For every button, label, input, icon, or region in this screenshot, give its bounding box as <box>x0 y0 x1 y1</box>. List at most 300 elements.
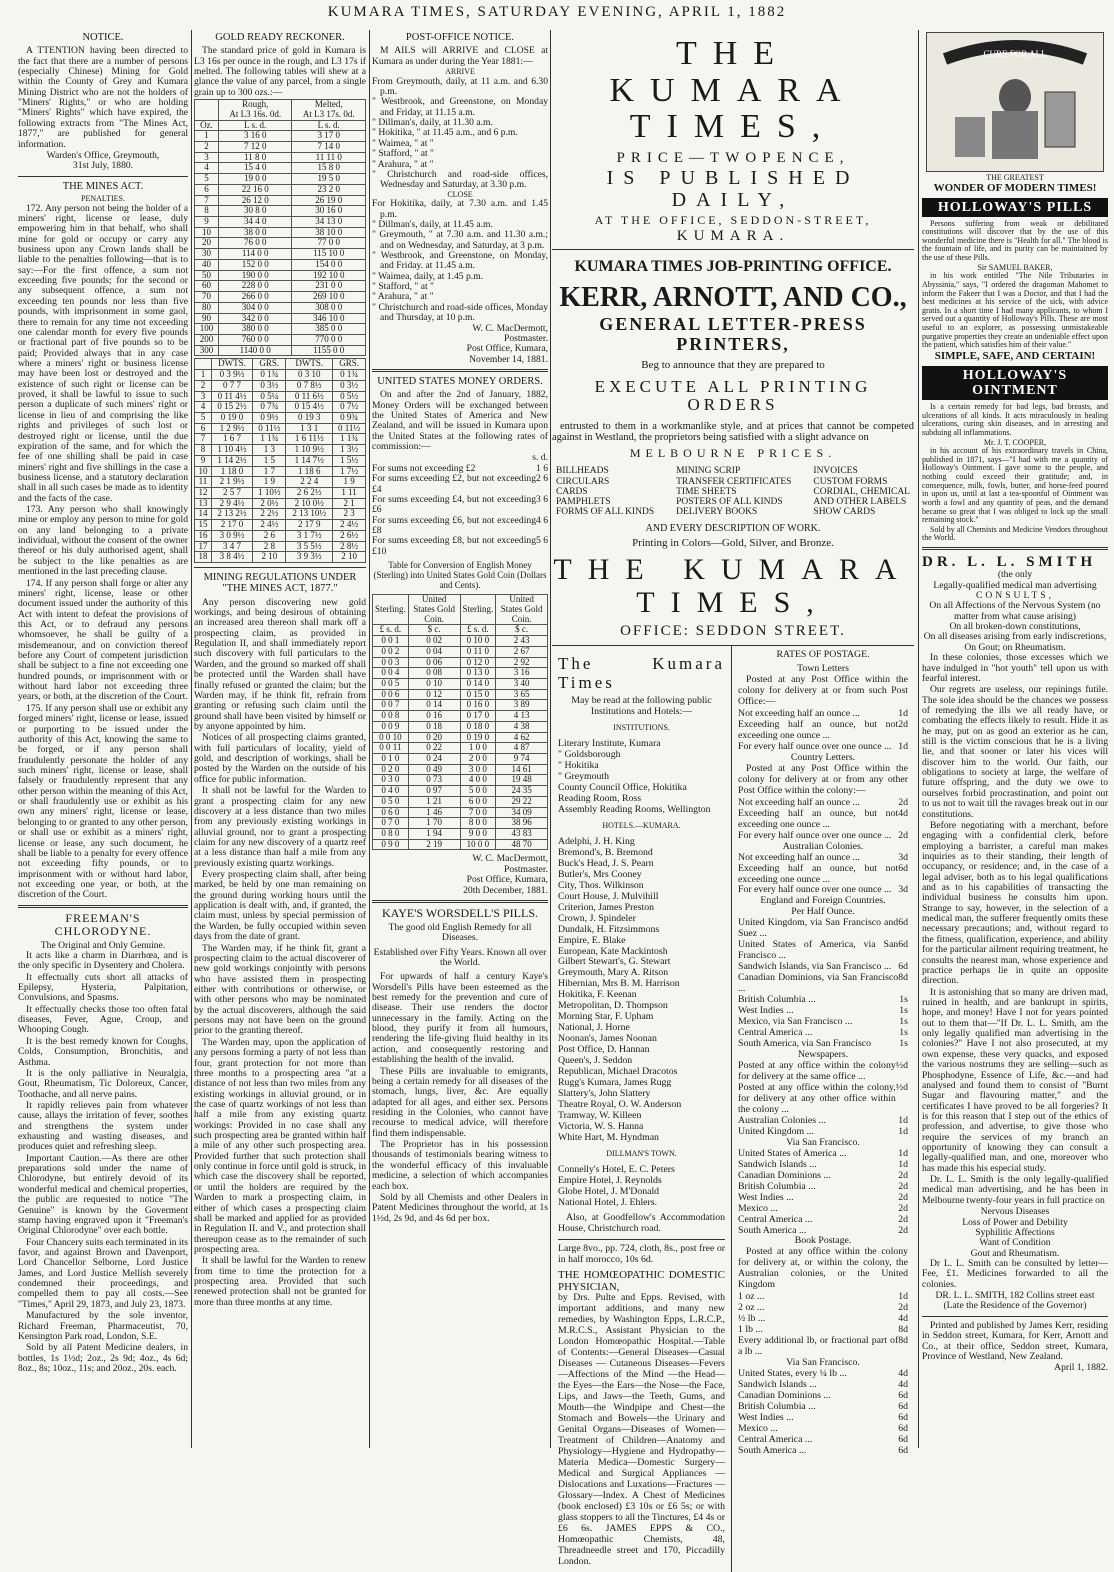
institutions-list <box>558 739 725 816</box>
us-rates <box>372 464 548 557</box>
rate-row: Mexico, via San Francisco ... 1s <box>738 1016 908 1028</box>
close-line: " Christchurch and road-side offices, Monday and Thursday, at 10 p.m. <box>372 301 548 324</box>
po-title: POST-OFFICE NOTICE. <box>405 32 515 43</box>
oz-row: 5 19 0 0 19 5 0 <box>195 174 366 185</box>
freeman-paragraph: It effectually cuts short all attacks of Epilepsy, Hysteria, Palpitation, Convulsions, and Spasms. <box>18 971 188 1004</box>
hotel-item: Rugg's Kumara, James Rugg <box>558 1077 672 1089</box>
conv-row: 0 0 3 0 06 0 12 0 2 92 <box>373 657 548 668</box>
consults: CONSULTS, <box>975 589 1055 601</box>
mines-paragraph: 175. If any person shall use or exhibit any forged miners' right, license or lease, issued or purporting to be issued under the authority of this Act, knowing the same to be forged, or if any person shall fraudulently personate the holder of any such miners' right, license or lease, shall falsely or fraudulently represent that any other person within the meaning of this Act, or shall fraudulently use or exhibit as his own any miners' right, license or lease, belonging to or granted to any other person, or shall use or exhibit as a miners' right, license or lease, any such document, he shall be liable to a penalty for every offence not exceeding fifty pounds, or to imprisonment with or without hard labor, not exceeding one year, or both, at the discretion of the Court. <box>18 702 188 901</box>
smith-legal: Legally-qualified medical man advertising <box>933 579 1097 591</box>
regs-body <box>194 598 366 1308</box>
mines-paragraph: 174. If any person shall forge or alter any miners' right, license, lease or other document issued under the authority of this Act with intent to defeat the provisions of this Act, or to defraud any persons whomsoever, he shall be guilty of a misdemeanour, and on conviction thereof before any Court of competent jurisdiction shall be subject to a fine not exceeding one hundred pounds, or imprisonment with or without hard labor not exceeding three years, or both, at the discretion of the Court. <box>18 577 188 703</box>
rate-row: Mexico ... 6d <box>738 1422 908 1434</box>
mines-paragraph: 173. Any person who shall knowingly mine or employ any person to mine for gold on any land belonging to a private individual, without the consent of the owner thereof or his duly authorised agent, shall be subject to the like penalties as are mentioned in the last preceding clause. <box>18 504 188 578</box>
freeman-paragraph: It effectually checks those too often fatal diseases, Fever, Ague, Croup, and Whooping Cough. <box>18 1003 188 1036</box>
svg-text:CURE FOR ALL: CURE FOR ALL <box>983 49 1047 59</box>
rate-row: Sandwich Islands ... 4d <box>738 1379 908 1391</box>
kaye-est: Established over Fifty Years. Known all over the World. <box>373 946 547 968</box>
freeman-paragraph: It is the only palliative in Neuralgia, Gout, Rheumatism, Tic Doloreux, Cancer, Toothache, and all nerve pains. <box>18 1067 188 1100</box>
rate-row: United Kingdom, via San Francisco and Suez ... 6d <box>738 917 908 940</box>
oz-row: 20 76 0 0 77 0 0 <box>195 238 366 249</box>
rate-row: Exceeding half an ounce, but not exceeding one ounce ... 6d <box>738 862 908 885</box>
read-title: The Kumara Times <box>558 654 725 693</box>
rate-row: For every half ounce over one ounce ... 3d <box>738 884 908 896</box>
conv-row: 0 0 10 0 20 0 19 0 4 62 <box>373 732 548 743</box>
per-half: Per Half Ounce. <box>791 906 855 918</box>
oz-row: 10 38 0 0 38 10 0 <box>195 227 366 238</box>
arrive-label: ARRIVE <box>445 67 475 77</box>
dwt-row: 8 1 10 4½ 1 3 1 10 9½ 1 3½ <box>195 445 366 456</box>
baker-text: in his work entitled "The Nile Tributaries in Abyssinia," says, "I ordered the dragoman Mahomet to inform the Fakeer that I was a Doctor, and that I had the best medicines at his service of the sick, with advice gratis. In a short time I had many applicants, to whom I served out a quantity of Holloway's Pills. These are most useful to an explorer, as possessing unmistakeable purgative properties they create an undeniable effect upon the patient, which satisfies him of their value." <box>922 271 1108 350</box>
po-sign-line: Postmaster. <box>504 332 548 344</box>
wonder: WONDER OF MODERN TIMES! <box>933 181 1097 194</box>
rate-row: British Columbia ... 1s <box>738 994 908 1006</box>
hotel-item: Republican, Michael Dracotos <box>558 1066 678 1078</box>
pills-banner: HOLLOWAY'S PILLS <box>922 198 1108 217</box>
kerr-arnott: KERR, ARNOTT, AND CO., <box>559 281 907 313</box>
conv-row: 0 7 0 1 70 8 0 0 38 96 <box>373 818 548 829</box>
eng-label: England and Foreign Countries. <box>760 895 886 907</box>
goodfellow: Also, at Goodfellow's Accommodation House, Christchurch road. <box>558 1211 725 1234</box>
mines-body <box>18 204 188 901</box>
notice-sign-2: 31st July, 1880. <box>72 160 134 172</box>
institution-item: " Greymouth <box>558 771 610 782</box>
hotel-item: National, J. Horne <box>558 1022 630 1034</box>
rate-row: Mexico ... 2d <box>738 1202 908 1214</box>
dwt-row: 4 0 15 2½ 0 7¾ 0 15 4½ 0 7½ <box>195 402 366 413</box>
office-address: OFFICE: SEDDON STREET. <box>620 622 846 639</box>
column-2 <box>194 30 366 1448</box>
oz-row: 300 1140 0 0 1155 0 0 <box>195 345 366 356</box>
kaye-paragraph: For upwards of half a century Kaye's Worsdell's Pills have been esteemed as the best remedy for the prevention and cure of disease. Their use renders the doctor unnecessary in the family. Acting on the blood, they purify it from all humours, rendering the life-giving fluid healthy in its action, and consequently restoring and establishing the health of the invalid. <box>372 971 548 1066</box>
oz-row: 60 228 0 0 231 0 0 <box>195 281 366 292</box>
arrive-line: " Christchurch and road-side offices, Wednesday and Saturday, at 3.30 p.m. <box>372 168 548 191</box>
hotel-item: Court House, J. Mulvihill <box>558 890 659 902</box>
smith-paragraph: Before negotiating with a merchant, before engaging with a confidential clerk, before employing a barrister, a careful man makes inquiries as to their standing, their length of occupancy, or residence; and, in the case of a legal adviser, both as to his legal qualifications and as to his capabilities of transacting the individual business he consults him upon. Strange to say, however, in the selection of a medical man, the sufferer frequently omits these necessary precautions; and, without regard to the fitness, qualification, experience, and ability for the particular ailment requiring treatment, he consults the nearest man, whose experience and practice perhaps lie in quite an opposite direction. <box>922 819 1108 987</box>
pills-text: Persons suffering from weak or debilitated constitutions will discover that by the use of this wonderful medicine there is "Health for all." The blood is the fountain of life, and its purity can be maintained by the use of these Pills. <box>922 218 1108 263</box>
dwt-row: 2 0 7 7 0 3½ 0 7 8½ 0 3½ <box>195 380 366 391</box>
conv-row: 0 5 0 1 21 6 0 0 29 22 <box>373 796 548 807</box>
rate-row: Sandwich Islands, via San Francisco ... 6d <box>738 961 908 973</box>
hotel-item: Empire, E. Blake <box>558 934 626 946</box>
oz-row: 2 7 12 0 7 14 0 <box>195 142 366 153</box>
dwt-row: 18 3 8 4½ 2 10 3 9 3½ 2 10 <box>195 552 366 563</box>
ointment-text: Is a certain remedy for bad legs, bad breasts, and ulcerations of all kinds. It acts miraculously in healing ulcerations, curing skin diseases, and in arresting and subduing all inflammations. <box>922 402 1108 437</box>
institutions-label: INSTITUTIONS. <box>613 723 670 733</box>
print-item: FORMS OF ALL KINDS <box>556 507 655 518</box>
kumara: KUMARA. <box>676 228 790 245</box>
hotel-item: Noonan's, James Noonan <box>558 1033 657 1045</box>
institution-item: Literary Institute, Kumara <box>558 738 661 750</box>
conv-row: 0 3 0 0 73 4 0 0 19 48 <box>373 775 548 786</box>
hotel-item: Adelphi, J. H. King <box>558 835 635 847</box>
hotel-item: Bremond's, B. Bremond <box>558 846 653 858</box>
us-sign-line: 20th December, 1881. <box>463 884 548 896</box>
homeo-title: THE HOMŒOPATHIC DOMESTIC PHYSICIAN, <box>558 1268 725 1293</box>
rate-row: United Kingdom ... 1d <box>738 1125 908 1137</box>
hotel-item: European, Kate Mackintosh <box>558 945 668 957</box>
smith-intro-line: On all Affections of the Nervous System (no matter from what cause arising) <box>929 600 1101 622</box>
dwt-row: 13 2 9 4½ 2 0½ 2 10 0½ 2 1 <box>195 498 366 509</box>
times-title-2: THE KUMARA TIMES, <box>553 553 913 619</box>
dwt-row: 6 1 2 9½ 0 11½ 1 3 1 0 11½ <box>195 423 366 434</box>
conv-row: 0 0 8 0 16 0 17 0 4 13 <box>373 711 548 722</box>
printed-by: Printed and published by James Kerr, residing in Seddon street, Kumara, for Kerr, Arnott and Co., at their office, Seddon street, Kumara, Province of Westland, New Zealand. <box>922 1319 1108 1362</box>
rate-row: West Indies ... 2d <box>738 1191 908 1203</box>
mines-paragraph: 172. Any person not being the holder of a miners' right, license or lease, duly empowering him in that behalf, who shall mine for gold or occupy or carry any business upon any Crown lands shall be liable to the penalties following—that is to say:—For the first offence, a sum not exceeding five pounds; for the second or any subsequent offence, a sum not exceeding ten pounds nor less than five pounds, with imprisonment in some gaol, there to remain for any time not exceeding one calendar month for every five pounds or fractional part of five pounds so to be paid; Provided always that in any case where a miners' right or business license may have been lost or destroyed and the existence of such right or license can be proved, it shall be lawful to issue to such person a duplicate of such miners' right or license in lieu of and comprising the like rights and privileges of such lost or destroyed right or license, until the due expiration of the same, and for which the fee of one shilling shall be paid in case miners' right and five shillings in the case a business license, and a statutory declaration shall in all such cases be made as to identity and the facts of the case. <box>18 202 188 504</box>
freeman-paragraph: It is the best remedy known for Coughs, Colds, Consumption, Bronchitis, and Asthma. <box>18 1035 188 1068</box>
hotel-item: White Hart, M. Hyndman <box>558 1131 659 1143</box>
hotel-item: Post Office, D. Hannan <box>558 1044 650 1056</box>
print-item: TIME SHEETS <box>676 486 737 497</box>
arrive-line: " Arahura, " at " <box>372 158 434 170</box>
close-line: " Dillman's, daily, at 11.45 a.m. <box>372 218 493 230</box>
job-printing: KUMARA TIMES JOB-PRINTING OFFICE. <box>574 257 892 275</box>
smith-intro-line: On all broken-down constitutions, <box>949 621 1081 633</box>
newspapers-label: Newspapers. <box>797 1049 849 1061</box>
print-colors: Printing in Colors—Gold, Silver, and Bronze. <box>632 537 834 550</box>
dwt-row: 12 2 5 7 1 10½ 2 6 2½ 1 11 <box>195 488 366 499</box>
ointment-banner: HOLLOWAY'S OINTMENT <box>922 366 1108 400</box>
freeman-body <box>18 951 188 1374</box>
freeman-paragraph: It rapidly relieves pain from whatever cause, allays the irritation of fever, soothes and strengthens the system under exhausting and wasting diseases, and produces quiet and refreshing sleep. <box>18 1099 188 1153</box>
oz-row: 4 15 4 0 15 8 0 <box>195 163 366 174</box>
baker: Sir SAMUEL BAKER, <box>977 262 1053 272</box>
cure-for-all-emblem <box>930 37 1100 167</box>
rate-row: Canadian Dominions, via San Francisco ... 8d <box>738 972 908 995</box>
large-8vo: Large 8vo., pp. 724, cloth, 8s., post free or in half morocco, 10s 6d. <box>558 1242 725 1265</box>
smith-list-item: Syphilitic Affections <box>975 1226 1055 1238</box>
arrive-line: " Dillman's, daily, at 11.30 a.m. <box>372 117 493 129</box>
smith-list <box>922 1207 1108 1259</box>
rate-row: Sandwich Islands ... 1d <box>738 1158 908 1170</box>
us-rate-row: For sums exceeding £4, but not exceeding £6 3 6 <box>372 493 548 516</box>
regs-paragraph: The Warden may, upon the application of any persons forming a party of not less than four, grant protection for not more than three months to a prospecting area "at a distance of not less than two miles from any existing workings in alluvial ground, or in the case of quartz workings of not less than half a mile from any existing quartz workings: Provided in no case shall any such prospecting area be granted within half a mile of any other such prospecting area. Provided further that such protection shall only continue in force until gold is struck, in which case the discovery shall be reported, or until the holders are required by the Warden to mark a prospecting claim, in either of which cases a prospecting claim shall be marked and applied for as provided in Regulation II. and V., and protection shall thereupon cease as to the remainder of such prospecting area. <box>194 1036 366 1255</box>
print-item: INVOICES <box>813 466 858 477</box>
kaye-title: KAYE'S WORSDELL'S PILLS. <box>381 905 538 920</box>
institution-item: Assembly Reading Rooms, Wellington <box>558 803 711 815</box>
country-intro: Posted at any Post Office within the colony for delivery at or from any other Post Office within the colony:— <box>738 762 908 796</box>
oz-row: 70 266 0 0 269 10 0 <box>195 292 366 303</box>
oz-row: 3 11 8 0 11 11 0 <box>195 152 366 163</box>
print-item: CARDS <box>556 486 588 497</box>
hotel-item: Crown, J. Spindeler <box>558 912 636 924</box>
times-title: THE KUMARA TIMES, <box>609 35 857 146</box>
close-line: " Stafford, " at " <box>372 281 434 293</box>
notice-sign-1: Warden's Office, Greymouth, <box>46 149 160 161</box>
regs-paragraph: The Warden may, if he think fit, grant a prospecting claim to the actual discoverer of new gold workings conjointly with persons who have assisted them in prospecting either with contributions or otherwise, or with other persons who may be nominated by the actual discoverers, although the said persons may not have been on the ground prior to the granting thereof. <box>194 942 366 1037</box>
oz-row: 200 760 0 0 770 0 0 <box>195 334 366 345</box>
rate-row: Not exceeding half an ounce ... 1d <box>738 707 908 719</box>
print-item: POSTERS OF ALL KINDS <box>676 497 783 507</box>
rates-title: RATES OF POSTAGE. <box>776 649 870 661</box>
hotel-item: Theatre Royal, O. W. Anderson <box>558 1099 682 1111</box>
sold-by: Sold by all Chemists and Medicine Vendors throughout the World. <box>922 524 1108 543</box>
conv-row: 0 8 0 1 94 9 0 0 43 83 <box>373 829 548 840</box>
conv-row: 0 0 6 0 12 0 15 0 3 65 <box>373 689 548 700</box>
freeman-paragraph: Four Chancery suits each terminated in its favor, and against Brown and Davenport, Lord Chancellor Selborne, Lord Justice James, and Lord Justice Mellish severely condemned their proceedings, and compelled them to pay all costs.—See "Times," April 29, 1873, and July 23, 1873. <box>18 1236 188 1310</box>
dillman-label: DILLMAN'S TOWN. <box>606 1148 677 1158</box>
dwt-row: 9 1 14 2½ 1 5 1 14 7½ 1 5½ <box>195 455 366 466</box>
rate-row: United States of America, via San Francisco ... 6d <box>738 939 908 962</box>
regs-title: MINING REGULATIONS UNDER "THE MINES ACT, 1877." <box>203 572 357 595</box>
regs-paragraph: Every prospecting claim shall, after being marked, be held by one man remaining on the ground during working hours until the application is dealt with, and, if granted, the claim must, unless by special permission of the Warden, be fully occupied within seven days from the date of grant. <box>194 869 366 943</box>
smith-list-item: Want of Condition <box>979 1237 1051 1249</box>
smith-only: (the only <box>997 569 1033 581</box>
rate-row: Canadian Dominions ... 6d <box>738 1390 908 1402</box>
po-sign-line: W. C. MacDermott, <box>472 322 548 334</box>
beg-announce: Beg to announce that they are prepared to <box>641 359 825 372</box>
hotel-item: Buck's Head, J. S. Pearn <box>558 857 654 869</box>
dillman-item: Empire Hotel, J. Reynolds <box>558 1174 662 1186</box>
postage-rates <box>732 646 914 1571</box>
hotel-item: Greymouth, Mary A. Ritson <box>558 967 669 979</box>
freeman-paragraph: Important Caution.—As there are other preparations sold under the name of Chlorodyne, but entirely devoid of its wonderful medical and chemical properties, the public are requested to notice "The Genuine" is known by the Goverment stamp having engraved upon it "Freeman's Original Chlorodyne" over each bottle. <box>18 1152 188 1237</box>
us-rate-row: For sums exceeding £2, but not exceeding £4 2 6 <box>372 473 548 495</box>
hotel-item: Gilbert Stewart's, G. Stewart <box>558 956 671 968</box>
at-office: AT THE OFFICE, SEDDON-STREET, <box>594 212 872 227</box>
po-sign-line: Post Office, Kumara, <box>466 343 548 355</box>
print-item: TRANSFER CERTIFICATES <box>676 476 792 487</box>
rate-row: Not exceeding half an ounce ... 3d <box>738 851 908 863</box>
smith-paragraph: It is astonishing that so many are driven mad, ruined in health, and are bankrupt in spirits, hope, and money! Have I not for years pointed out to them that—"If Dr. L. L. Smith, am the only legally qualified man advertising in the colonies?" Have I not also prosecuted, at my own expense, these very quacks, and exposed the various nostrums they are selling—such as Phosphodyne, Essence of Life, &c.—and had analysed and found them to consist of "Burnt Sugar and flavouring matter," and the certificates I have proved to be all forgeries? It is for this reason that I step out of the ethics of profession, and advertise, to give those who require the services of my branch an opportunity of knowing they can consult a legally-qualified man, and one, moreover who has made this his especial study. <box>922 986 1108 1174</box>
conv-row: 0 6 0 1 46 7 0 0 34 09 <box>373 807 548 818</box>
rate-row: Posted at any office within the colony for delivery at the same office ... ½d <box>738 1059 908 1082</box>
dwt-row: 3 0 11 4½ 0 5¼ 0 11 6½ 0 5½ <box>195 391 366 402</box>
hotel-item: Dundalk, H. Fitzsimmons <box>558 923 660 935</box>
us-intro: On and after the 2nd of January, 1882, Money Orders will be exchanged between the United States of America and New Zealand, and will be issued in Kumara upon the United States at the following rates of commission:— <box>372 389 548 453</box>
dwt-row: 10 1 18 0 1 7 1 18 6 1 7½ <box>195 466 366 477</box>
smith-list-item: Nervous Diseases <box>980 1206 1050 1218</box>
freeman-title: FREEMAN'S CHLORODYNE. <box>54 910 152 938</box>
book-intro: Posted at any office within the colony for delivery at, or within the colony, the Australian colonies, or the United Kingdom <box>738 1246 908 1291</box>
via-sf-label: Via San Francisco. <box>786 1136 860 1148</box>
hotel-item: Tramway, W. Killeen <box>558 1110 642 1122</box>
cooper-text: in his account of his extraordinary travels in China, published in 1871, says—"I had with me a quantity of Holloway's Ointment. I gave some to the people, and nothing could exceed their gratitude; and, in consequence, milk, fowls, butter, and horse-feed poured in upon us, until at last a tea-spoonful of Ointment was worth a fowl and any quantity of peas, and the demand became so great that I was obliged to lock up the small remaining stock." <box>922 446 1108 525</box>
town-intro: Posted at any Post Office within the colony for delivery at or from such Post Office:— <box>738 674 908 708</box>
oz-row: 50 190 0 0 192 10 0 <box>195 270 366 281</box>
freeman-subtitle: The Original and Only Genuine. <box>40 939 166 951</box>
rate-row: Central America ... 6d <box>738 1433 908 1445</box>
hotel-item: City, Thos. Wilkinson <box>558 879 644 891</box>
rate-row: 2 oz ... 2d <box>738 1302 908 1314</box>
kaye-sub: The good old English Remedy for all Diseases. <box>388 921 532 944</box>
hotel-item: Hokitika, F. Keenan <box>558 989 637 1001</box>
kaye-body <box>372 972 548 1224</box>
us-signature <box>372 854 548 895</box>
close-line: " Westbrook, and Greenstone, on Monday, and Friday. at 11.45 a.m. <box>372 250 548 272</box>
conv-row: 0 0 5 0 10 0 14 0 3 40 <box>373 678 548 689</box>
smith-paragraph: In these colonies, those excesses which we have indulged in "hot youth" tell upon us with fearful interest. <box>922 652 1108 684</box>
dwt-row: 7 1 6 7 1 1¾ 1 6 11½ 1 1¾ <box>195 434 366 445</box>
execute-orders: EXECUTE ALL PRINTING ORDERS <box>594 376 872 415</box>
us-rate-row: For sums not exceeding £2 1 6 <box>372 462 548 474</box>
institution-item: Reading Room, Ross <box>558 792 642 804</box>
smith-paragraph: Dr. L. L. Smith is the only legally-qualified medical man advertising, and he has been in Melbourne twenty-four years in full practice on <box>922 1174 1108 1206</box>
institution-item: County Council Office, Hokitika <box>558 781 687 793</box>
conv-row: 0 4 0 0 97 5 0 0 24 35 <box>373 786 548 797</box>
institution-item: " Hokitika <box>558 760 599 772</box>
print-item: AND OTHER LABELS <box>813 497 907 507</box>
conversion-table: Sterling. United States Gold Coin. Sterling. United States Gold Coin. £ s. d. $ c. £ s. d. $ c. 0 0 1 0 02 0 10 0 2 43 0 0 2 0 04 0 11 0 2 67 0 0 3 0 06 0 12 0 2 92 0 0 4 0 08 0 13 0 3 16 0 0 5 0 10 0 14 0 3 40 0 0 6 0 12 0 15 0 3 65 0 0 7 0 14 0 16 0 3 89 0 0 8 0 16 0 17 0 4 13 0 0 9 0 18 0 18 0 4 38 0 0 10 0 20 0 19 0 4 62 0 0 11 0 22 1 0 0 4 87 0 1 0 0 24 2 0 0 9 74 0 2 0 0 49 3 0 0 14 61 0 3 0 0 73 4 0 0 19 48 0 4 0 0 97 5 0 0 24 35 0 5 0 1 21 6 0 0 29 22 0 6 0 1 46 7 0 0 34 09 0 7 0 1 70 8 0 0 38 96 0 8 0 1 94 9 0 0 43 83 0 9 0 2 19 10 0 0 48 70 <box>372 594 548 850</box>
greatest: THE GREATEST <box>986 173 1044 182</box>
oz-row: 30 114 0 0 115 10 0 <box>195 249 366 260</box>
regs-paragraph: It shall not be lawful for the Warden to grant a prospecting claim for any new discovery at a less distance than two miles from any previously existing workings in alluvial ground, nor to grant a prospecting claim for any new discovery of a quartz reef at a less distance than half a mile from any previously existing quartz workings. <box>194 785 366 869</box>
us-cols: s. d. <box>532 452 548 464</box>
rate-row: United States, every ¼ lb ... 4d <box>738 1368 908 1380</box>
rate-row: ½ lb ... 4d <box>738 1313 908 1325</box>
notice-paragraph: A TTENTION having been directed to the fact that there are a number of persons (especially Chinese) Mining for Gold within the County of Grey and Kumara Mining District who are not the holders of "Miners' Rights," or who are holding "Miners' Rights" which have expired, the following extracts from "The Mines Act, 1877," are published for general information. <box>18 45 188 150</box>
regs-paragraph: Any person discovering new gold workings, and being desirous of obtaining an increased area thereon shall mark off a prospecting claim, as provided in Regulation II, and shall immediately report such discovery with full particulars to the Warden, and the ground so marked off shall be protected until the Warden shall have finally refused or granted the claim; but the Warden may, if he think fit, refrain from granting or refusing such claim until the ground shall have been visited by himself or by anyone appointed by him. <box>194 596 366 732</box>
rate-row: Canadian Dominions ... 2d <box>738 1169 908 1181</box>
dwt-row: 1 0 3 9½ 0 1¾ 0 3 10 0 1¾ <box>195 370 366 381</box>
rate-row: Not exceeding half an ounce ... 2d <box>738 796 908 808</box>
smith-list-item: Gout and Rheumatism. <box>970 1247 1060 1259</box>
dillman-list <box>558 1165 725 1209</box>
country-letters: Country Letters. <box>790 751 856 763</box>
oz-row: 1 3 16 0 3 17 0 <box>195 131 366 142</box>
rate-row: 1 oz ... 1d <box>738 1291 908 1303</box>
melbourne-prices: MELBOURNE PRICES. <box>629 446 837 461</box>
smith-consult: Dr L. L. Smith can be consulted by letter—Fee, £1. Medicines forwarded to all the colonies. <box>922 1257 1108 1290</box>
conv-title: Table for Conversion of English Money (Sterling) into United States Gold Coin (Dollars and Cents). <box>373 560 547 590</box>
town-letters: Town Letters <box>797 663 849 675</box>
hotel-item: Butler's, Mrs Cooney <box>558 868 642 880</box>
dwt-row: 14 2 13 2½ 2 2½ 2 13 10½ 2 3 <box>195 509 366 520</box>
aus-label: Australian Colonies. <box>782 840 864 852</box>
oz-row: 9 34 4 0 34 13 0 <box>195 217 366 228</box>
arrive-list <box>372 77 548 191</box>
dwt-row: 17 3 4 7 2 8 3 5 5½ 2 8½ <box>195 541 366 552</box>
mines-title: THE MINES ACT. <box>62 180 144 192</box>
rate-row: British Columbia ... 2d <box>738 1180 908 1192</box>
hotel-item: Slattery's, John Slattery <box>558 1088 651 1100</box>
print-item: DELIVERY BOOKS <box>676 507 758 518</box>
oz-row: 6 22 16 0 23 2 0 <box>195 184 366 195</box>
rate-row: Australian Colonies ... 1d <box>738 1114 908 1126</box>
rate-row: For every half ounce over one ounce ... 2d <box>738 829 908 841</box>
print-item: CORDIAL, CHEMICAL <box>813 486 910 497</box>
conv-row: 0 0 1 0 02 0 10 0 2 43 <box>373 636 548 647</box>
smith-residence: (Late the Residence of the Governor) <box>943 1300 1087 1312</box>
smith-body <box>922 653 1108 1206</box>
print-item: MINING SCRIP <box>676 466 741 477</box>
read-intro: May be read at the following public Institutions and Hotels:— <box>571 695 712 718</box>
notice-title: NOTICE. <box>82 32 124 43</box>
hotel-item: Queen's, J. Seddon <box>558 1055 633 1067</box>
masthead: KUMARA TIMES, SATURDAY EVENING, APRIL 1, 1882 <box>327 4 787 20</box>
kaye-paragraph: These Pills are invaluable to emigrants, being a certain remedy for all diseases of the stomach, lungs, liver, &c. Are equally adapted for all ages, and either sex. Persons residing in the Colonies, who cannot have recourse to medical advice, will therefore find them indispensable. <box>372 1065 548 1139</box>
us-title: UNITED STATES MONEY ORDERS. <box>377 376 543 387</box>
hotel-item: Morning Star, F. Upham <box>558 1011 654 1023</box>
po-signature <box>372 324 548 365</box>
rate-row: For every half ounce over one ounce ... 1d <box>738 740 908 752</box>
rate-row: United States of America ... 1d <box>738 1147 908 1159</box>
hotels-list <box>558 837 725 1144</box>
print-item: PAMPHLETS <box>556 497 611 507</box>
holloway-emblem <box>926 32 1104 172</box>
print-item: CIRCULARS <box>556 476 610 487</box>
reckoner-title: GOLD READY RECKONER. <box>215 32 345 43</box>
us-rate-row: For sums exceeding £6, but not exceeding £8 4 6 <box>372 514 548 536</box>
print-item: BILLHEADS <box>556 466 609 477</box>
oz-row: 8 30 8 0 30 16 0 <box>195 206 366 217</box>
smith-intro-line: On all diseases arising from early indiscretions, <box>923 631 1107 643</box>
gold-dwt-table: DWTS. GRS. DWTS. GRS. 1 0 3 9½ 0 1¾ 0 3 10 0 1¾ 2 0 7 7 0 3½ 0 7 8½ 0 3½ 3 0 11 4½ 0 5¼ 0 11 6½ 0 5½ 4 0 15 2½ 0 7¾ 0 15 4½ 0 7½ 5 0 19 0 0 9½ 0 19 3 0 9¾ 6 1 2 9½ 0 11½ 1 3 1 0 11½ 7 1 6 7 1 1¾ 1 6 11½ 1 1¾ 8 1 10 4½ 1 3 1 10 9½ 1 3½ 9 1 14 2½ 1 5 1 14 7½ 1 5½ 10 1 18 0 1 7 1 18 6 1 7½ 11 2 1 9½ 1 9 2 2 4 1 9 12 2 5 7 1 10½ 2 6 2½ 1 11 13 2 9 4½ 2 0½ 2 10 0½ 2 1 14 2 13 2½ 2 2½ 2 13 10½ 2 3 15 2 17 0 2 4½ 2 17 9 2 4½ 16 3 0 9½ 2 6 3 1 7½ 2 6½ 17 3 4 7 2 8 3 5 5½ 2 8½ 18 3 8 4½ 2 10 3 9 3½ 2 10 <box>194 358 366 563</box>
rate-row: British Columbia ... 6d <box>738 1401 908 1413</box>
kaye-paragraph: Sold by all Chemists and other Dealers in Patent Medicines throughout the world, at 1s 1½d, 2s 9d, and 4s 6d per box. <box>372 1191 548 1224</box>
arrive-line: " Stafford, " at " <box>372 148 434 160</box>
rate-row: West Indies ... 1s <box>738 1005 908 1017</box>
po-intro: M AILS will ARRIVE and CLOSE at Kumara as under during the Year 1881:— <box>372 45 548 67</box>
rate-row: South America ... 2d <box>738 1224 908 1236</box>
reading-list <box>552 646 732 1571</box>
simple: SIMPLE, SAFE, AND CERTAIN! <box>934 349 1096 362</box>
close-label: CLOSE <box>447 189 473 199</box>
institution-item: " Goldsborough <box>558 749 621 761</box>
book-label: Book Postage. <box>794 1235 852 1247</box>
conv-row: 0 0 7 0 14 0 16 0 3 89 <box>373 700 548 711</box>
close-list <box>372 199 548 323</box>
smith-intro-line: On Gout; on Rheumatism. <box>964 641 1066 653</box>
smith-paragraph: Our regrets are useless, our repinings futile. The sole idea should be the chances we possess of remedying the ills we all ready have, or combating the effects likely to result. Hide it as he may, put on as good an exterior as he can, still is the victim conscious that he is a living lie, and that sooner or later his vices will discover him to the world. Our faith, our obligations to society at large, the welfare of future offspring, and the duty we owe to ourselves forbid procrastination, and point out to us not to wait till the ravages break out in our constitutions. <box>922 684 1108 820</box>
arrive-line: " Waimea, " at " <box>372 137 434 149</box>
is-published: IS PUBLISHED DAILY, <box>606 167 860 211</box>
rate-row: Exceeding half an ounce, but not exceeding one ounce ... 4d <box>738 807 908 830</box>
penalties-label: PENALTIES. <box>81 193 125 203</box>
print-item: SHOW CARDS <box>813 507 876 518</box>
hotel-item: Hibernian, Mrs B. M. Harrison <box>558 978 680 990</box>
rate-row: Every additional lb, or fractional part of a lb ... 8d <box>738 1335 908 1358</box>
freeman-paragraph: It acts like a charm in Diarrhœa, and is the only specific in Dysentery and Cholera. <box>18 949 188 972</box>
close-line: For Hokitika, daily, at 7.30 a.m. and 1.45 p.m. <box>372 198 548 220</box>
homeo-text: by Drs. Pulte and Epps. Revised, with important additions, and many new remedies, by Washington Epps, L.R.C.P., M.R.C.S., Assistant Physician to the London Homœopathic Hospital.—Table of Contents:—General Diseases—Casual Diseases — Cutaneous Diseases—Fevers—Affections of the Mind —the Head—the Eyes—the Ears—the Nose—the Face, Lips, and Jaws—the Teeth, Gums, and Mouth—the Windpipe and Chest—the Stomach and Bowels—the Urinary and Genital Organs—Diseases of Women—Treatment of Children—Anatomy and Physiology—Hygiene and Hydropathy—Materia Medica—Domestic Surgery—Medical and Surgical Appliances —Dislocations and Luxations—Fractures —Glossary—Index. A Chest of Medicines (book enclosed) £3 10s or £6 5s; or with glass stoppers to all the Tinctures, £4 4s or £6 6s. JAMES EPPS & CO., Homœopathic Chemists, 48, Threadneedle street and 170, Piccadilly London. <box>558 1292 725 1567</box>
price: PRICE—TWOPENCE, <box>616 150 850 167</box>
oz-row: 7 26 12 0 26 19 0 <box>195 195 366 206</box>
rate-row: Central America ... 1s <box>738 1027 908 1039</box>
imprint-date: April 1, 1882. <box>1054 1362 1108 1374</box>
rate-row: South America, via San Francisco 1s <box>738 1038 908 1050</box>
oz-row: 90 342 0 0 346 10 0 <box>195 313 366 324</box>
via-sf2-label: Via San Francisco. <box>786 1357 860 1369</box>
print-list <box>556 466 910 517</box>
conv-row: 0 9 0 2 19 10 0 0 48 70 <box>373 839 548 850</box>
print-item: CUSTOM FORMS <box>813 476 888 487</box>
smith-address: DR. L. L. SMITH, 182 Collins street east <box>935 1290 1095 1302</box>
rate-row: Posted at any office within the colony, for delivery at any other office within the colony ... ½d <box>738 1081 908 1115</box>
smith-intro <box>922 601 1108 653</box>
conv-row: 0 0 11 0 22 1 0 0 4 87 <box>373 743 548 754</box>
smith-list-item: Loss of Power and Debility <box>962 1216 1068 1228</box>
column-3 <box>372 30 548 1448</box>
dwt-row: 5 0 19 0 0 9½ 0 19 3 0 9¾ <box>195 412 366 423</box>
freeman-paragraph: Manufactured by the sole inventor, Richard Freeman, Pharmaceutist, 70, Kensington Park road, London, S.E. <box>18 1310 188 1342</box>
conv-row: 0 1 0 0 24 2 0 0 9 74 <box>373 754 548 765</box>
arrive-line: " Hokitika, " at 11.45 a.m., and 6 p.m. <box>372 127 518 139</box>
rate-row: 1 lb ... 8d <box>738 1324 908 1336</box>
po-sign-line: November 14, 1881. <box>469 353 548 365</box>
close-line: " Arahura, " at " <box>372 291 434 303</box>
rate-row: Exceeding half an ounce, but not exceeding one ounce ... 2d <box>738 718 908 741</box>
close-line: " Waimea, daily, at 1.45 p.m. <box>372 270 484 282</box>
notice-body <box>18 46 188 150</box>
us-sign-line: Postmaster. <box>504 863 548 875</box>
conv-row: 0 2 0 0 49 3 0 0 14 61 <box>373 764 548 775</box>
hotel-item: Metropolitan, D. Thompson <box>558 1000 668 1012</box>
regs-paragraph: Notices of all prospecting claims granted, with full particulars of locality, yield of gold, and description of workings, shall be posted by the Warden on the outside of his office for public information. <box>194 732 366 785</box>
smith-title: DR. L. L. SMITH <box>922 554 1097 571</box>
